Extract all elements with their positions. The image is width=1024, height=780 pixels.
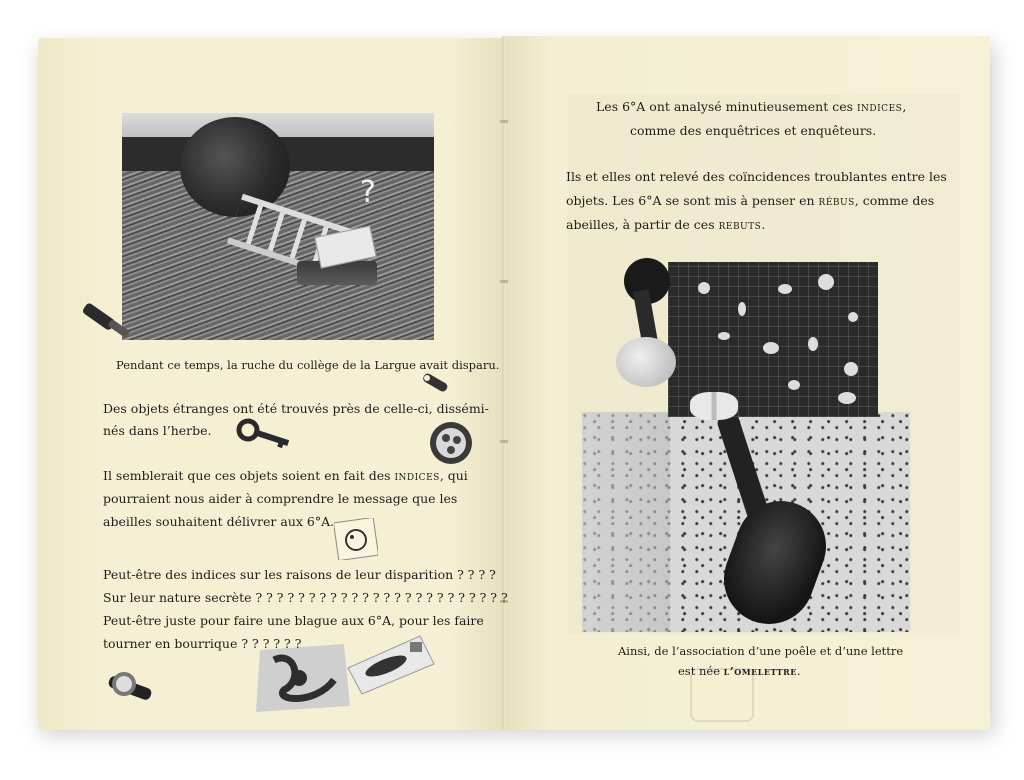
wristwatch-icon <box>102 664 154 708</box>
paragraph-line-1: Ils et elles ont relevé des coïncidences troublantes entre les <box>566 169 947 184</box>
bow-cutout <box>690 392 738 420</box>
text-run: Il semblerait que ces objets soient en fait des <box>103 468 395 483</box>
small-object <box>698 282 710 294</box>
small-caps-word: rebuts <box>718 217 762 232</box>
paragraph-1-line-2: nés dans l’herbe. <box>103 423 212 438</box>
text-run: , <box>902 99 907 114</box>
text-run: , comme des <box>854 193 935 208</box>
stitch <box>500 280 508 283</box>
key-icon <box>236 416 296 456</box>
small-object <box>844 362 858 376</box>
text-run: , qui <box>439 468 468 483</box>
small-object <box>808 337 818 351</box>
small-object <box>763 342 779 354</box>
text-run: abeilles, à partir de ces <box>566 217 719 232</box>
paragraph-3-line-2: Sur leur nature secrète ? ? ? ? ? ? ? ? ? ? ? ? ? ? ? ? ? ? ? ? ? ? ? ? <box>103 590 508 605</box>
paper-fragment-icon <box>344 634 436 696</box>
shell-cutout <box>616 337 676 387</box>
text-run: . <box>796 664 801 678</box>
small-object <box>718 332 730 340</box>
small-object <box>778 284 792 294</box>
pocket-knife-icon <box>78 300 138 345</box>
stitch <box>500 120 508 123</box>
paragraph-3-line-1: Peut-être des indices sur les raisons de leur disparition ? ? ? ? <box>103 567 496 582</box>
paragraph-3-line-4: tourner en bourrique ? ? ? ? ? ? <box>103 636 302 651</box>
paragraph-1-line-1: Des objets étranges ont été trouvés près de celle-ci, dissémi- <box>103 401 489 416</box>
watch-face-icon <box>426 418 476 468</box>
text-run: est née <box>678 664 724 678</box>
booklet-spine <box>502 36 506 730</box>
text-run: . <box>761 217 766 232</box>
bee-sticker-icon <box>334 518 378 560</box>
show-through-bee-icon <box>690 668 754 722</box>
small-caps-word: rébus <box>818 193 855 208</box>
paragraph-line-3 <box>566 214 765 236</box>
text-run: objets. Les 6°A se sont mis à penser en <box>566 193 819 208</box>
patterned-floor-photo <box>582 412 910 632</box>
small-caps-word: indices <box>394 468 440 483</box>
small-caps-word: indices <box>856 99 903 114</box>
paragraph-line-2 <box>566 190 934 212</box>
paragraph-3-line-3: Peut-être juste pour faire une blague aux 6°A, pour les faire <box>103 613 484 628</box>
small-object <box>818 274 834 290</box>
intro-line-1 <box>596 96 906 118</box>
small-object <box>788 380 800 390</box>
garden-photo <box>122 113 434 340</box>
paragraph-2-line-3: abeilles souhaitent délivrer aux 6°A. <box>103 514 335 529</box>
intro-line-2: comme des enquêtrices et enquêteurs. <box>630 123 877 138</box>
small-object <box>838 392 856 404</box>
small-caps-word: l’omelettre <box>723 664 797 678</box>
frying-pan-shape <box>711 488 838 632</box>
paragraph-2-line-2: pourraient nous aider à comprendre le message que les <box>103 491 458 506</box>
small-object <box>848 312 858 322</box>
question-mark-drawing: ? <box>360 175 376 210</box>
collage-caption-line-1: Ainsi, de l’association d’une poêle et d’une lettre <box>618 644 904 658</box>
text-run: Les 6°A ont analysé minutieusement ces <box>596 99 857 114</box>
photo-bush <box>180 117 290 217</box>
small-object <box>738 302 746 316</box>
floor-photo-strip <box>582 412 670 632</box>
photo-caption: Pendant ce temps, la ruche du collège de la Largue avait disparu. <box>116 358 500 372</box>
stitch <box>500 440 508 443</box>
paragraph-2-line-1 <box>103 465 468 487</box>
